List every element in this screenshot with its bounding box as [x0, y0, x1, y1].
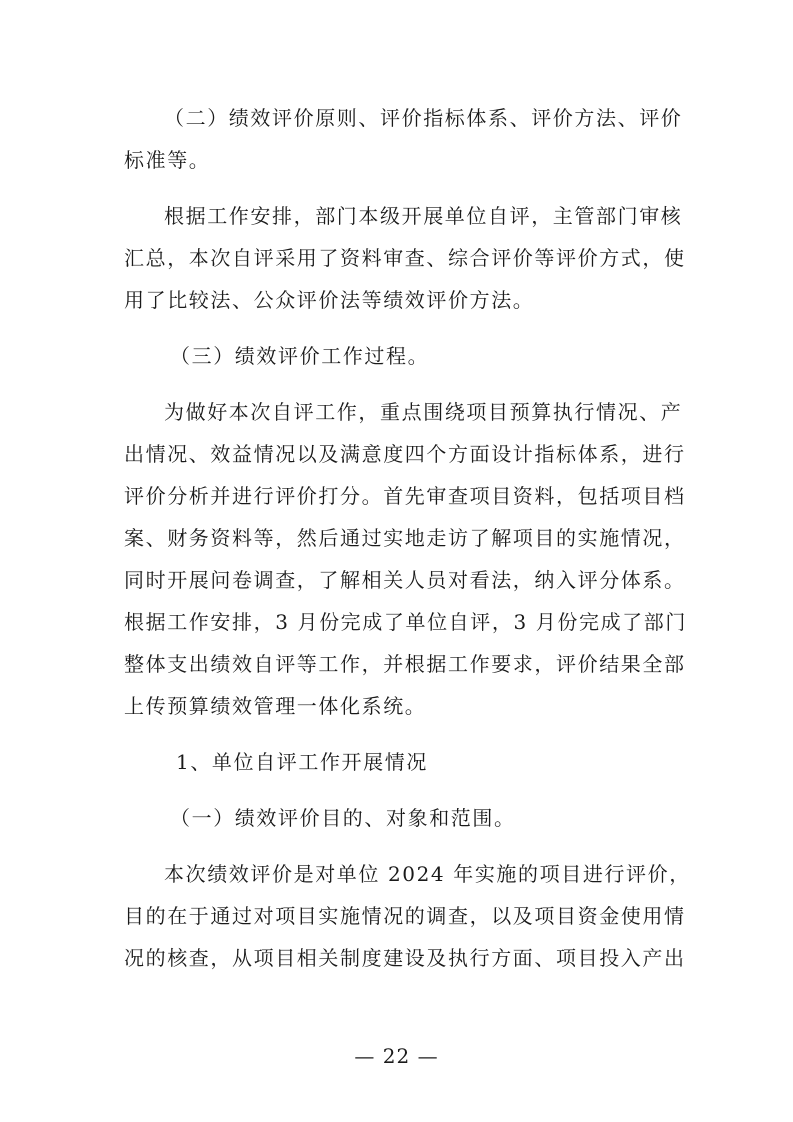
paragraph-4-line-5: 同时开展问卷调查，了解相关人员对看法，纳入评分体系。: [124, 568, 686, 592]
paragraph-4-line-2: 出情况、效益情况以及满意度四个方面设计指标体系，进行: [124, 442, 686, 466]
paragraph-6-heading: （一）绩效评价目的、对象和范围。: [170, 806, 516, 830]
paragraph-4-line-4: 案、财务资料等，然后通过实地走访了解项目的实施情况，: [124, 526, 686, 550]
section-heading-1: 1、单位自评工作开展情况: [176, 750, 428, 774]
paragraph-4-line-8: 上传预算绩效管理一体化系统。: [124, 694, 427, 718]
paragraph-2-line-3: 用了比较法、公众评价法等绩效评价方法。: [124, 288, 535, 312]
paragraph-1-line-1: （二）绩效评价原则、评价指标体系、评价方法、评价: [164, 106, 683, 130]
paragraph-2-line-1: 根据工作安排，部门本级开展单位自评，主管部门审核: [164, 204, 683, 228]
paragraph-4-line-6: 根据工作安排，3 月份完成了单位自评，3 月份完成了部门: [124, 610, 687, 634]
paragraph-3-heading: （三）绩效评价工作过程。: [170, 344, 430, 368]
paragraph-7-line-1: 本次绩效评价是对单位 2024 年实施的项目进行评价，: [164, 862, 691, 886]
paragraph-2-line-2: 汇总，本次自评采用了资料审查、综合评价等评价方式，使: [124, 246, 686, 270]
paragraph-4-line-3: 评价分析并进行评价打分。首先审查项目资料，包括项目档: [124, 484, 686, 508]
paragraph-4-line-1: 为做好本次自评工作，重点围绕项目预算执行情况、产: [164, 400, 683, 424]
paragraph-7-line-3: 况的核查，从项目相关制度建设及执行方面、项目投入产出: [124, 946, 686, 970]
paragraph-4-line-7: 整体支出绩效自评等工作，并根据工作要求，评价结果全部: [124, 652, 686, 676]
paragraph-1-line-2: 标准等。: [124, 148, 211, 172]
page-number: — 22 —: [354, 1044, 439, 1068]
paragraph-7-line-2: 目的在于通过对项目实施情况的调查，以及项目资金使用情: [124, 904, 686, 928]
